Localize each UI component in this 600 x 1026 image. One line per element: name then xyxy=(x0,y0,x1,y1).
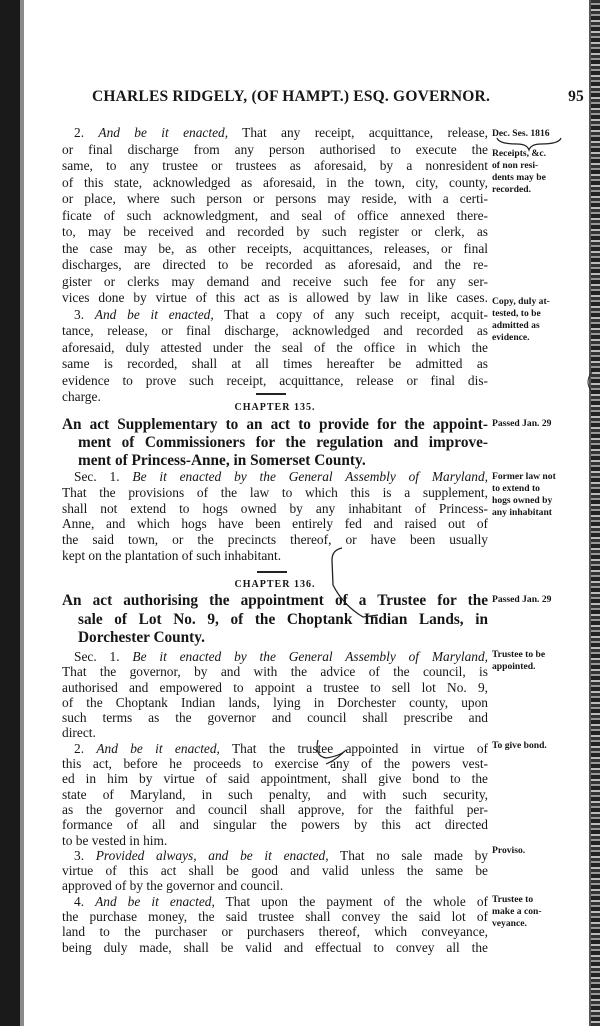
text-line: such terms as the governor and council shall prescribe and xyxy=(62,710,488,726)
margin-note-trustee xyxy=(492,649,588,673)
text-line: virtue of this act shall be good and valid unless the same be xyxy=(62,863,488,879)
page-number: 95 xyxy=(568,88,584,105)
text-line: of this state, acknowledged as aforesaid, in the town, city, county, xyxy=(62,174,488,190)
italic-phrase: Be it enacted by the General Assembly of Maryland, xyxy=(132,649,489,664)
note-line: Trustee to xyxy=(492,894,534,905)
margin-note-passed-136: Passed Jan. 29 xyxy=(492,594,552,605)
text-line: ficate of such acknowledgment, and seal of office annexed there- xyxy=(62,207,488,223)
text-run: approved of by the governor and council. xyxy=(62,878,284,894)
text-line: tance, release, or final discharge, acknowledged and recorded as xyxy=(62,323,488,338)
text-line: to, may be received and recorded by such register or clerk, as xyxy=(62,224,488,239)
margin-note-former-law xyxy=(492,471,588,519)
italic-phrase: Provided always, and be it enacted, xyxy=(95,847,329,863)
text-line: the said town, or the precincts thereof, or have been usually xyxy=(62,532,488,548)
text-line: shall not extend to hogs owned by any inhabitant of Princess- xyxy=(62,500,488,516)
text-line: state of Maryland, in such penalty, and with such security, xyxy=(62,786,488,802)
text-run: 2. xyxy=(74,740,97,756)
text-run: That any receipt, acquittance, release, xyxy=(228,125,489,140)
text-line: aforesaid, duly attested under the seal of the office in which the xyxy=(62,339,488,355)
text-line: formance of all and singular the powers by this act directed xyxy=(62,817,488,833)
text-run: charge. xyxy=(62,389,101,404)
text-run: to be vested in him. xyxy=(62,832,168,848)
note-line: recorded. xyxy=(492,184,531,195)
note-line: Former law not xyxy=(492,471,556,482)
text-run: 4. xyxy=(74,893,96,909)
text-run: ment of Commissioners for the regulation and improve- xyxy=(78,434,488,451)
text-line: gister or clerks may demand and receive such fee for any ser- xyxy=(62,273,488,289)
text-run: That a copy of any such receipt, acquit- xyxy=(213,306,488,322)
margin-note-copy xyxy=(492,296,588,344)
text-run: ment of Princess-Anne, in Somerset County. xyxy=(78,452,366,469)
note-line: to extend to xyxy=(492,483,540,494)
header-title: CHARLES RIDGELY, (OF HAMPT.) ESQ. GOVERNOR. xyxy=(92,88,491,105)
text-line: authorised and empowered to appoint a trustee to sell lot No. 9, xyxy=(62,679,488,695)
pen-stroke xyxy=(317,740,346,764)
text-line: discharges, are directed to be recorded as aforesaid, and the re- xyxy=(62,257,488,272)
note-line: dents may be xyxy=(492,172,546,183)
text-run: 3. xyxy=(74,847,96,863)
text-line: land to the purchaser or purchasers thereof, which conveyance, xyxy=(62,924,488,940)
chapter-136-heading: CHAPTER 136. xyxy=(234,579,316,590)
note-line: tested, to be xyxy=(492,308,541,319)
text-line: as the governor and council shall approve, for the faithful per- xyxy=(62,801,488,817)
text-line: or final discharge from any person authorised to execute the xyxy=(62,141,488,157)
text-line: Anne, and which hogs have been entirely fed and raised out of xyxy=(62,516,488,532)
note-line: appointed. xyxy=(492,661,536,672)
note-line: hogs owned by xyxy=(492,495,553,506)
note-line: any inhabitant xyxy=(492,507,552,518)
note-line: Copy, duly at- xyxy=(492,296,550,307)
bracket-mark xyxy=(588,372,592,392)
text-line: the case may be, as other receipts, acquittances, releases, or final xyxy=(62,240,488,256)
text-line: the purchase money, the said trustee shall convey the said lot of xyxy=(62,909,488,925)
text-run: kept on the plantation of such inhabitant. xyxy=(62,547,282,563)
text-run: That no sale made by xyxy=(328,847,488,863)
margin-note-proviso: Proviso. xyxy=(492,845,526,856)
text-line: An act Supplementary to an act to provide for the appoint- xyxy=(62,416,488,433)
text-run: That upon the payment of the whole of xyxy=(214,893,488,909)
note-line: of non resi- xyxy=(492,160,539,171)
text-run: 2. xyxy=(74,125,99,140)
text-run: That the trustee appointed in virtue of xyxy=(219,740,489,756)
text-line: ed in him by virtue of said appointment, shall give bond to the xyxy=(62,771,488,787)
note-line: veyance. xyxy=(492,918,527,929)
italic-phrase: And be it enacted, xyxy=(94,306,214,322)
note-line: admitted as xyxy=(492,320,540,331)
text-line: That the provisions of the law to which this is a supplement, xyxy=(62,484,488,500)
note-line: evidence. xyxy=(492,332,530,343)
text-line: or place, where such person or persons may reside, with a certi- xyxy=(62,191,488,206)
text-line: same, to any trustee or trustees as aforesaid, by a nonresident xyxy=(62,158,488,173)
text-run: Dorchester County. xyxy=(78,629,205,646)
note-line: Receipts, &c. xyxy=(492,148,547,159)
margin-note-conveyance xyxy=(492,894,588,930)
text-run: Sec. 1. xyxy=(74,649,133,664)
text-line: of the Choptank Indian lands, lying in Dorchester county, upon xyxy=(62,694,488,710)
margin-note-receipts xyxy=(492,148,588,196)
pen-stroke xyxy=(332,548,378,617)
italic-phrase: Be it enacted by the General Assembly of Maryland, xyxy=(132,469,489,484)
text-run: Sec. 1. xyxy=(74,469,133,484)
text-line: this act, before he proceeds to exercise any of the powers vest- xyxy=(62,756,488,772)
note-line: make a con- xyxy=(492,906,542,917)
margin-note-passed-135: Passed Jan. 29 xyxy=(492,418,552,429)
text-line: being duly made, shall be valid and effectual to convey all the xyxy=(62,939,488,955)
margin-note-session: Dec. Ses. 1816 xyxy=(492,128,550,139)
text-run: 3. xyxy=(74,306,95,322)
text-line: vices done by virtue of this act as is allowed by law in like cases. xyxy=(62,290,488,305)
text-run: direct. xyxy=(62,725,96,741)
margin-note-bond: To give bond. xyxy=(492,740,547,751)
text-line: evidence to prove such receipt, acquittance, release or final dis- xyxy=(62,372,488,388)
text-run: sale of Lot No. 9, of the Choptank Indian Lands, in xyxy=(78,610,488,628)
text-line: That the governor, by and with the advice of the council, is xyxy=(62,664,488,680)
italic-phrase: And be it enacted, xyxy=(96,740,220,756)
italic-phrase: And be it enacted, xyxy=(95,893,215,909)
text-line: An act authorising the appointment of a Trustee for the xyxy=(62,592,488,609)
italic-phrase: And be it enacted, xyxy=(98,125,229,140)
note-line: Trustee to be xyxy=(492,649,546,660)
text-line: same is recorded, shall at all times hereafter be admitted as xyxy=(62,356,488,371)
chapter-135-heading: CHAPTER 135. xyxy=(234,402,316,413)
